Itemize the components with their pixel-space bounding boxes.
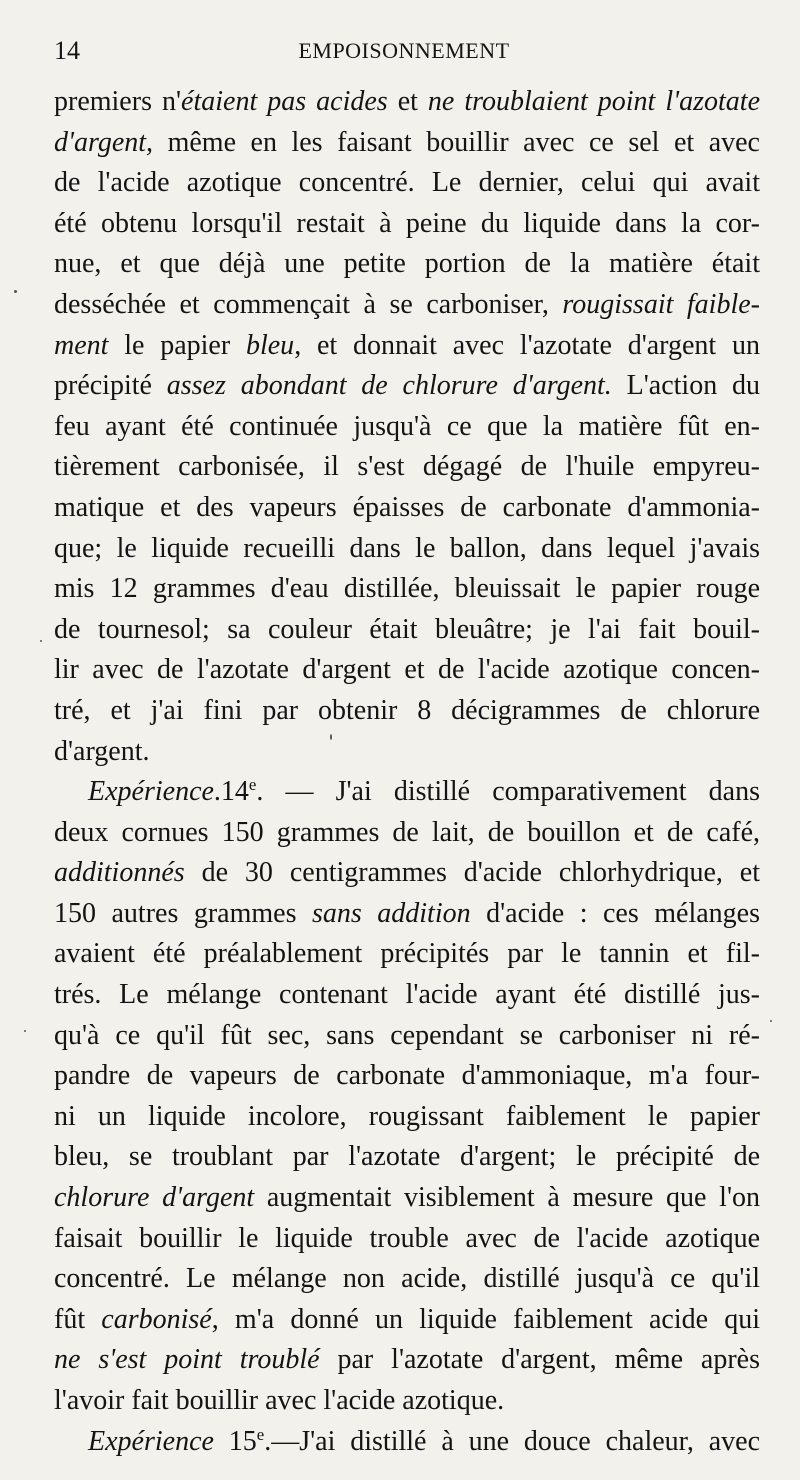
text-line (54, 772, 760, 813)
paper-speck (330, 734, 332, 740)
superscript: e (248, 775, 257, 795)
italic-span: additionnés (54, 857, 185, 889)
text-line (54, 610, 760, 651)
italic-span: rougissait faible- (562, 288, 760, 320)
text-span: . — J'ai distillé comparativement dans (256, 776, 760, 808)
text-line (54, 1300, 760, 1341)
text-line (54, 123, 760, 164)
text-span: d'acide : ces mélanges (470, 897, 760, 929)
text-span: n' (161, 86, 182, 117)
text-line (54, 82, 760, 123)
page-header (54, 30, 754, 70)
text-line (54, 691, 760, 732)
italic-span: assez abondant de chlorure d'argent. (166, 370, 612, 402)
text-span: 150 autres grammes (54, 897, 312, 929)
paper-speck (24, 1030, 26, 1032)
text-line (54, 894, 760, 935)
text-line (54, 650, 760, 691)
text-span: .—J'ai distillé à une douce chaleur, avec (264, 1425, 760, 1457)
italic-span: chlorure d'argent (54, 1182, 255, 1214)
italic-span: Expérience (88, 1425, 214, 1457)
text-span: feu ayant été continuée jusqu'à ce que la matière fût en- (54, 410, 760, 442)
text-line (54, 447, 760, 488)
text-line (54, 285, 760, 326)
text-span: lir avec de l'azotate d'argent et de l'acide azotique concen- (54, 654, 760, 686)
italic-span: bleu (245, 329, 295, 361)
italic-span: Expérience (88, 776, 214, 808)
text-span: deux cornues 150 grammes de lait, de bouillon et de café, (54, 816, 760, 848)
text-span: tièrement carbonisée, il s'est dégagé de l'huile empyreu- (54, 451, 760, 483)
text-line (54, 1381, 760, 1422)
text-line (54, 934, 760, 975)
italic-span: carbonisé (101, 1303, 212, 1335)
superscript: e (256, 1424, 265, 1444)
text-span: de 30 centigrammes d'acide chlorhydrique, et (184, 857, 760, 889)
text-span: été obtenu lorsqu'il restait à peine du liquide dans la cor- (54, 207, 760, 239)
italic-span: d'argent, (54, 126, 154, 158)
text-span: faisait bouillir le liquide trouble avec de l'acide azotique (54, 1222, 760, 1254)
text-span: précipité (54, 370, 167, 402)
text-line (54, 1097, 760, 1138)
text-line (54, 853, 760, 894)
text-line (54, 488, 760, 529)
text-line (54, 326, 760, 367)
text-line (54, 1137, 760, 1178)
text-span: le papier (108, 329, 246, 361)
text-span: avaient été préalablement précipités par le tannin et fil- (54, 938, 760, 970)
text-span: de tournesol; sa couleur était bleuâtre; je l'ai fait bouil- (54, 613, 760, 645)
italic-span: ne troublaient point l'azotate (427, 86, 760, 117)
text-span: trés. Le mélange contenant l'acide ayant été distillé jus- (54, 979, 760, 1011)
running-title: EMPOISONNEMENT (298, 38, 510, 63)
text-line (54, 1178, 760, 1219)
text-span: .14 (213, 776, 249, 808)
page-number: 14 (54, 36, 80, 65)
text-line (54, 1259, 760, 1300)
text-span: augmentait visiblement à mesure que l'on (254, 1182, 760, 1214)
body-text (54, 82, 760, 1462)
text-line (54, 163, 760, 204)
text-line (54, 1340, 760, 1381)
text-span: , m'a donné un liquide faiblement acide qui (211, 1303, 761, 1335)
text-span: L'action du (611, 370, 761, 402)
text-line (54, 529, 760, 570)
text-span: l'avoir fait bouillir avec l'acide azotique. (54, 1385, 505, 1416)
text-line (54, 569, 760, 610)
text-span: mis 12 grammes d'eau distillée, bleuissait le papier rouge (54, 573, 760, 605)
text-span: ni un liquide incolore, rougissant faiblement le papier (54, 1100, 760, 1132)
text-span: , et donnait avec l'azotate d'argent un (294, 329, 760, 361)
text-span: qu'à ce qu'il fût sec, sans cependant se carboniser ni ré- (54, 1019, 760, 1051)
text-span: de l'acide azotique concentré. Le dernier, celui qui avait (54, 167, 760, 199)
paper-speck (40, 640, 42, 642)
text-span: d'argent. (54, 735, 150, 767)
text-span: bleu, se troublant par l'azotate d'argent; le précipité de (54, 1141, 760, 1173)
text-line (54, 813, 760, 854)
text-span: et (387, 86, 428, 117)
text-line (54, 366, 760, 407)
text-line (54, 1422, 760, 1463)
text-line (54, 732, 760, 773)
text-span: desséchée et commençait à se carboniser, (54, 288, 563, 320)
text-span: fût (54, 1303, 102, 1335)
italic-span: étaient pas acides (181, 86, 388, 117)
text-span: matique et des vapeurs épaisses de carbonate d'ammonia- (54, 491, 760, 523)
text-line (54, 204, 760, 245)
text-span: que; le liquide recueilli dans le ballon, dans lequel j'avais (54, 532, 760, 564)
text-span: tré, et j'ai fini par obtenir 8 décigrammes de chlorure (54, 694, 760, 726)
italic-span: ne s'est point troublé (54, 1344, 320, 1376)
text-line (54, 244, 760, 285)
text-span: par l'azotate d'argent, même après (319, 1344, 760, 1376)
text-span: pandre de vapeurs de carbonate d'ammoniaque, m'a four- (54, 1060, 760, 1092)
text-line (54, 1056, 760, 1097)
text-span: même en les faisant bouillir avec ce sel et avec (153, 126, 760, 158)
text-span: nue, et que déjà une petite portion de la matière était (54, 248, 760, 280)
paper-speck (770, 1020, 772, 1022)
text-span: concentré. Le mélange non acide, distillé jusqu'à ce qu'il (54, 1263, 760, 1295)
text-line (54, 975, 760, 1016)
italic-span: sans addition (311, 897, 471, 929)
paper-speck (14, 290, 17, 293)
text-span: premiers (54, 86, 162, 117)
text-line (54, 1219, 760, 1260)
text-line (54, 407, 760, 448)
italic-span: ment (54, 329, 109, 361)
text-line (54, 1016, 760, 1057)
text-span: 15 (213, 1425, 257, 1457)
